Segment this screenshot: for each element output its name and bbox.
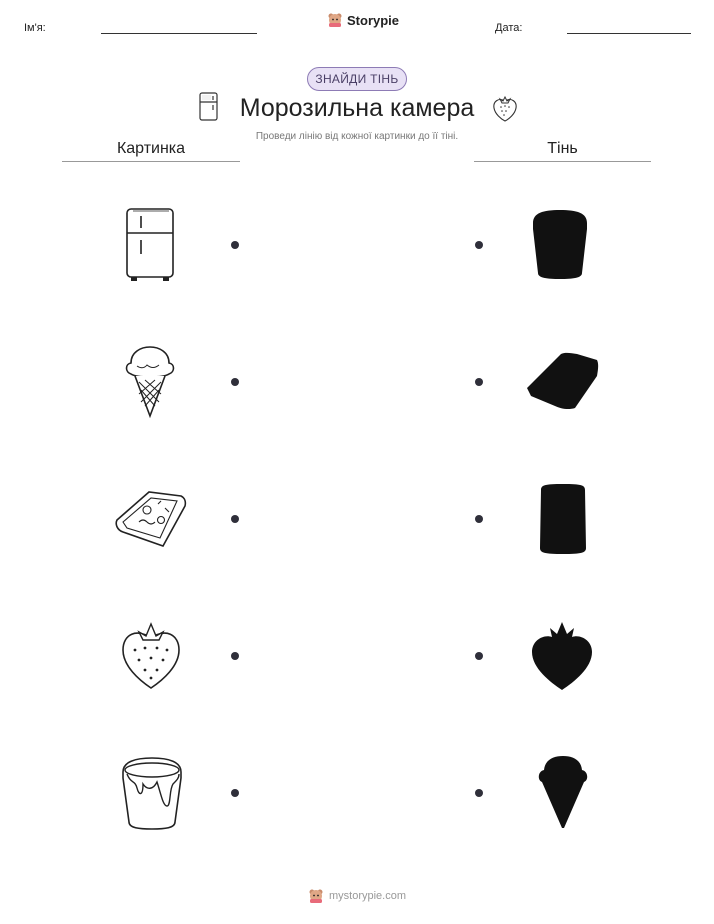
bear-mascot-icon bbox=[327, 12, 343, 28]
picture-connector-dot-1[interactable] bbox=[231, 241, 239, 249]
shadow-connector-dot-3[interactable] bbox=[475, 515, 483, 523]
brand-logo bbox=[327, 12, 399, 28]
page-title: Морозильна камера bbox=[239, 94, 475, 122]
frozen-pizza-icon bbox=[113, 488, 191, 550]
shadow-connector-dot-1[interactable] bbox=[475, 241, 483, 249]
cup-shadow-icon bbox=[527, 207, 593, 281]
instruction-text: Проведи лінію від кожної картинки до її тіні. bbox=[255, 131, 459, 142]
column-divider-right bbox=[474, 161, 651, 162]
ice-cream-shadow-icon bbox=[538, 754, 588, 830]
frozen-yogurt-cup-icon bbox=[117, 754, 187, 832]
footer bbox=[0, 888, 714, 904]
refrigerator-icon bbox=[123, 206, 179, 284]
column-header-shadow: Тінь bbox=[547, 140, 578, 157]
pizza-shadow-icon bbox=[525, 350, 601, 412]
ice-cream-cone-icon bbox=[123, 344, 177, 420]
picture-connector-dot-2[interactable] bbox=[231, 378, 239, 386]
picture-connector-dot-4[interactable] bbox=[231, 652, 239, 660]
strawberry-shadow-icon bbox=[530, 620, 594, 692]
date-field-line[interactable] bbox=[567, 33, 691, 34]
shadow-connector-dot-5[interactable] bbox=[475, 789, 483, 797]
shadow-connector-dot-4[interactable] bbox=[475, 652, 483, 660]
strawberry-icon bbox=[492, 94, 518, 122]
picture-connector-dot-3[interactable] bbox=[231, 515, 239, 523]
footer-site-link[interactable]: mystorypie.com bbox=[328, 890, 407, 902]
picture-connector-dot-5[interactable] bbox=[231, 789, 239, 797]
strawberry-icon bbox=[119, 620, 183, 692]
task-badge: ЗНАЙДИ ТІНЬ bbox=[307, 67, 407, 91]
bear-mascot-icon bbox=[308, 888, 324, 904]
date-label: Дата: bbox=[495, 22, 523, 34]
column-divider-left bbox=[62, 161, 240, 162]
column-header-picture: Картинка bbox=[116, 140, 186, 157]
name-label: Ім'я: bbox=[24, 22, 46, 34]
shadow-connector-dot-2[interactable] bbox=[475, 378, 483, 386]
refrigerator-shadow-icon bbox=[535, 482, 591, 556]
brand-name: Storypie bbox=[347, 12, 400, 28]
name-field-line[interactable] bbox=[101, 33, 257, 34]
